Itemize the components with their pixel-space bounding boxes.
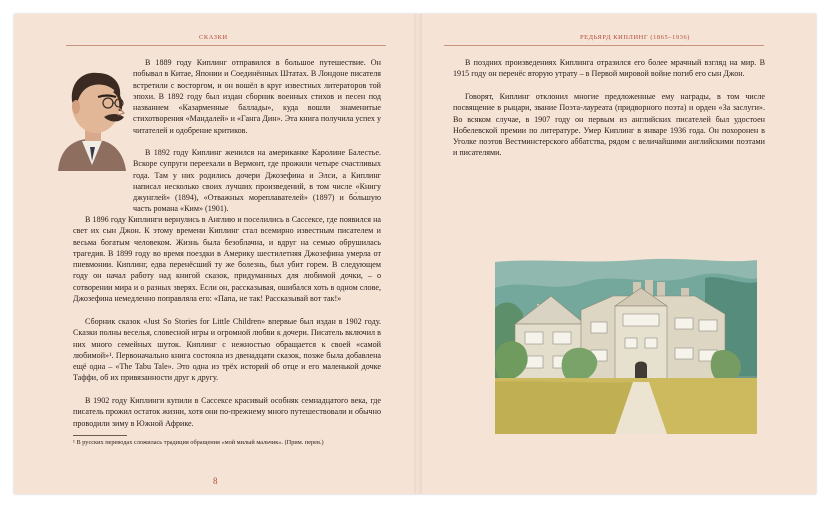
left-paragraph-1: В 1889 году Киплинг отправился в большое путешествие. Он побывал в Китае, Японии и Соединённых Штатах. В Лондоне писателя встретили с восторгом, и он вошёл в круг известных литераторов той эпохи. В 1892 году был издан сборник военных стихов и песен под названием «Казарменные баллады», куда вошли знаменитые стихотворения «Мандалей» и «Ганга Дин». Эта книга получила успех у читателей и одобрение критиков.	[133, 58, 381, 135]
left-paragraph-3: В 1896 году Киплинги вернулись в Англию и поселились в Сассексе, где появился на свет их сын Джон. К этому времени Киплинг стал всемирно известным писателем и весьма богатым человеком. Жизнь была безоблачна, и вдруг на семью обрушилась трагедия. В 1899 году во время поездки в Америку шестилетняя Джозефина умерла от пневмонии. Киплинг, едва перенёсший ту же болезнь, был убит горем. В следующем году он начал работу над книгой сказок, придуманных для любимой дочки, – о сотворении мира и о разных зверях. Если он, рассказывая, ошибался хоть в одном слове, Джозефина немедленно поправляла его: «Папа, не так! Рассказывай вот так!»	[73, 215, 381, 303]
running-header-right: РЕДЬЯРД КИПЛИНГ (1865–1936)	[580, 34, 691, 41]
kipling-portrait-illustration	[52, 61, 132, 171]
book-spread	[14, 14, 816, 494]
bateman-house-illustration	[495, 258, 757, 434]
running-header-left: СКАЗКИ	[199, 34, 228, 41]
left-paragraph-5: В 1902 году Киплинги купили в Сассексе красивый особняк семнадцатого века, где писатель прожил остаток жизни, хотя они по-прежнему много путешествовали и обычно проводили зиму в Южной Африке.	[73, 396, 381, 428]
header-rule-right	[444, 45, 764, 46]
footnote: ¹ В русских переводах сложилась традиция обращения «мой милый мальчик». (Прим. перев.)	[73, 439, 324, 446]
footnote-rule	[73, 435, 127, 436]
header-rule-left	[66, 45, 386, 46]
left-paragraph-4: Сборник сказок «Just So Stories for Little Children» впервые был издан в 1902 году. Сказки полны веселья, словесной игры и огромной любви к дочери. Писатель включил в них много семейных шуток. Киплинг с нежностью обращается к своей «самой любимой»¹. Первоначально книга состояла из двенадцати сказок, позже была добавлена ещё одна – «The Tabu Tale». Это одна из трёх историй об отце и его маленькой дочке Таффи, об их привязанности друг к другу.	[73, 317, 381, 383]
book-gutter	[414, 14, 422, 494]
right-paragraph-1: В поздних произведениях Киплинга отразился его более мрачный взгляд на мир. В 1915 году он перенёс вторую утрату – в Первой мировой войне погиб его сын Джон.	[453, 58, 765, 79]
page-number: 8	[213, 476, 218, 486]
left-paragraph-2: В 1892 году Киплинг женился на американке Каролине Балестье. Вскоре супруги переехали в Вермонт, где прожили четыре счастливых года. Там у них родились дочери Джозефина и Элси, а Киплинг написал несколько своих лучших произведений, в том числе «Книгу джунглей» (1894), «Отважных мореплавателей» (1897) и бо́льшую часть романа «Ким» (1901).	[133, 148, 381, 214]
right-paragraph-2: Говорят, Киплинг отклонил многие предложенные ему награды, в том числе посвящение в рыцари, звание Поэта-лауреата (придворного поэта) и орден «За заслуги». Во всяком случае, в 1907 году он первым из английских писателей был удостоен Нобелевской премии по литературе. Умер Киплинг в январе 1936 года. Он похоронен в Уголке поэтов Вестминстерского аббатства, рядом с величайшими английскими поэтами и писателями.	[453, 92, 765, 158]
